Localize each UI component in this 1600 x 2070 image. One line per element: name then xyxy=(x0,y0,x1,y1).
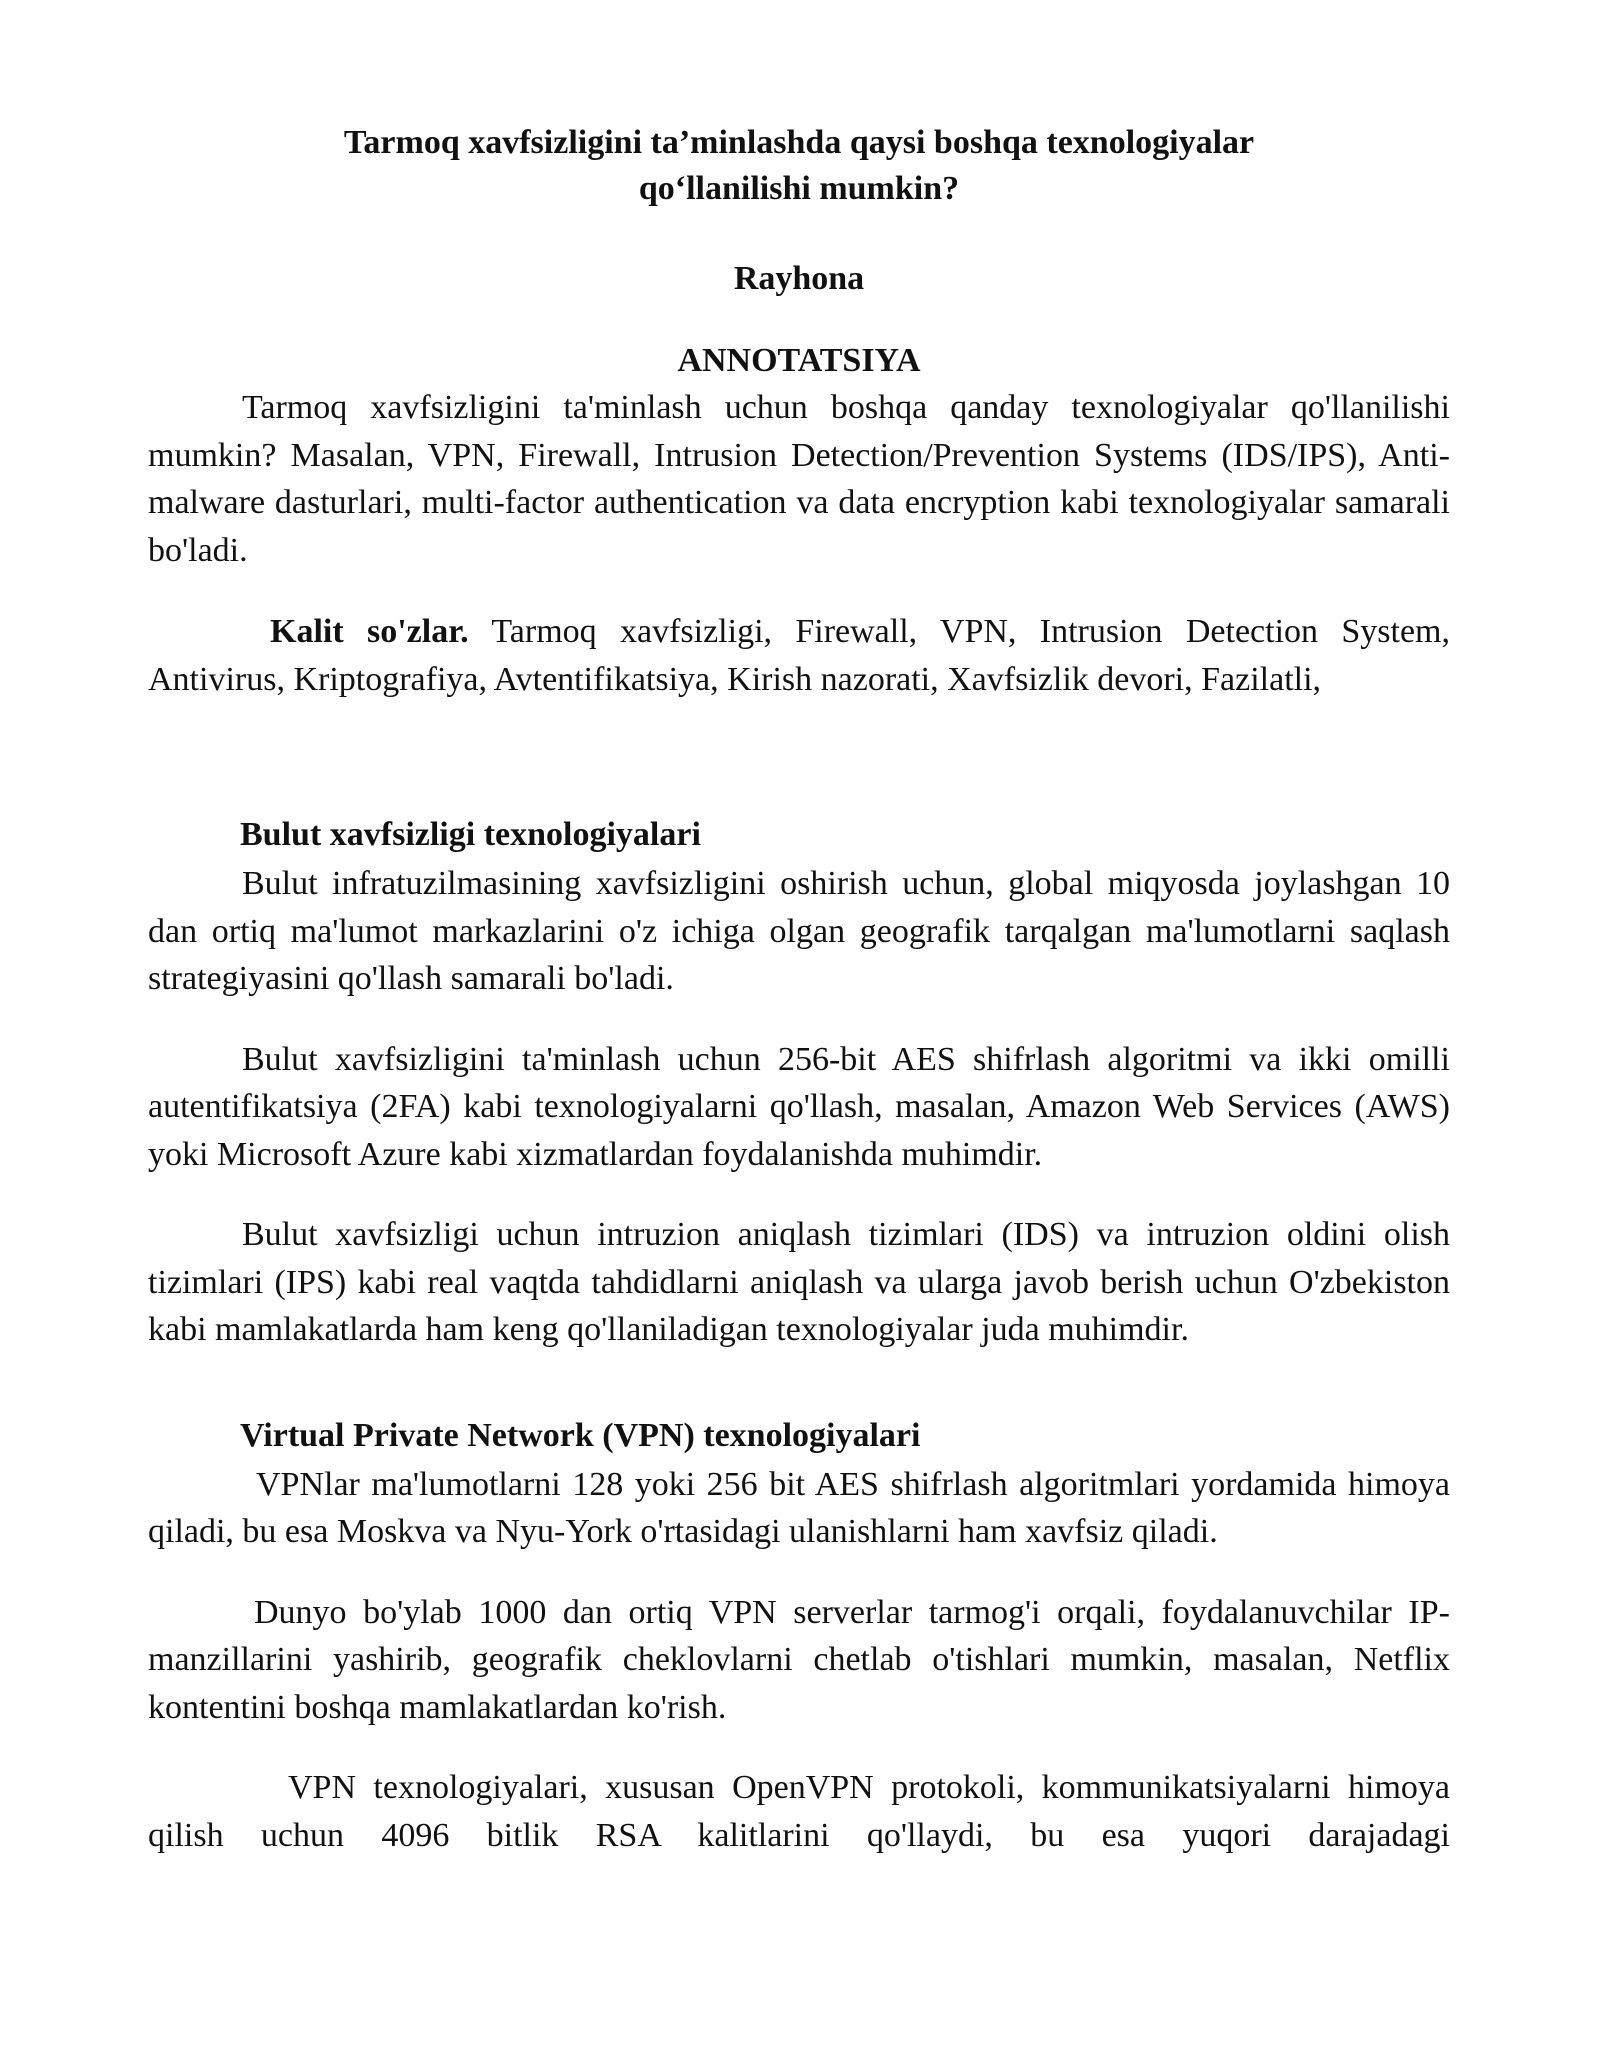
cloud-paragraph-2: Bulut xavfsizligini ta'minlash uchun 256-bit AES shifrlash algoritmi va ikki omilli autentifikatsiya (2FA) kabi texnologiyalarni qo'llash, masalan, Amazon Web Services (AWS) yoki Microsoft Azure kabi xizmatlardan foydalanishda muhimdir. xyxy=(148,1040,1450,1173)
keywords-text: Tarmoq xavfsizligi, Firewall, VPN, Intrusion Detection System, Antivirus, Kriptografiya, Avtentifikatsiya, Kirish nazorati, Xavfsizlik devori, Fazilatli, xyxy=(148,613,1450,698)
keywords-paragraph xyxy=(148,608,1450,703)
abstract-label: ANNOTATSIYA xyxy=(677,342,921,379)
author-name: Rayhona xyxy=(733,260,865,297)
document-title: Tarmoq xavfsizligini ta’minlashda qaysi boshqa texnologiyalar qo‘llanilishi mumkin? xyxy=(343,124,1255,207)
vpn-paragraph-2: Dunyo bo'ylab 1000 dan ortiq VPN serverlar tarmog'i orqali, foydalanuvchilar IP-manzillarini yashirib, geografik cheklovlarni chetlab o'tishlari mumkin, masalan, Netflix kontentini boshqa mamlakatlardan ko'rish. xyxy=(148,1593,1450,1726)
document-page xyxy=(148,120,1450,1859)
abstract-text: Tarmoq xavfsizligini ta'minlash uchun boshqa qanday texnologiyalar qo'llanilishi mumkin? Masalan, VPN, Firewall, Intrusion Detection/Prevention Systems (IDS/IPS), Anti-malware dasturlari, multi-factor authentication va data encryption kabi texnologiyalar samarali bo'ladi. xyxy=(148,389,1450,569)
keywords-label: Kalit so'zlar. xyxy=(270,613,469,650)
cloud-paragraph-3: Bulut xavfsizligi uchun intruzion aniqlash tizimlari (IDS) va intruzion oldini olish tizimlari (IPS) kabi real vaqtda tahdidlarni aniqlash va ularga javob berish uchun O'zbekiston kabi mamlakatlarda ham keng qo'llaniladigan texnologiyalar juda muhimdir. xyxy=(148,1216,1450,1348)
vpn-paragraph-3: VPN texnologiyalari, xususan OpenVPN protokoli, kommunikatsiyalarni himoya qilish uchun 4096 bitlik RSA kalitlarini qo'llaydi, bu esa yuqori darajadagi xyxy=(148,1769,1450,1854)
vpn-paragraph-1: VPNlar ma'lumotlarni 128 yoki 256 bit AES shifrlash algoritmlari yordamida himoya qiladi, bu esa Moskva va Nyu-York o'rtasidagi ulanishlarni ham xavfsiz qiladi. xyxy=(148,1465,1450,1550)
section-heading-vpn: Virtual Private Network (VPN) texnologiyalari xyxy=(240,1416,921,1454)
section-heading-cloud: Bulut xavfsizligi texnologiyalari xyxy=(240,816,701,853)
cloud-paragraph-1: Bulut infratuzilmasining xavfsizligini oshirish uchun, global miqyosda joylashgan 10 dan ortiq ma'lumot markazlarini o'z ichiga olgan geografik tarqalgan ma'lumotlarni saqlash strategiyasini qo'llash samarali bo'ladi. xyxy=(148,865,1450,997)
